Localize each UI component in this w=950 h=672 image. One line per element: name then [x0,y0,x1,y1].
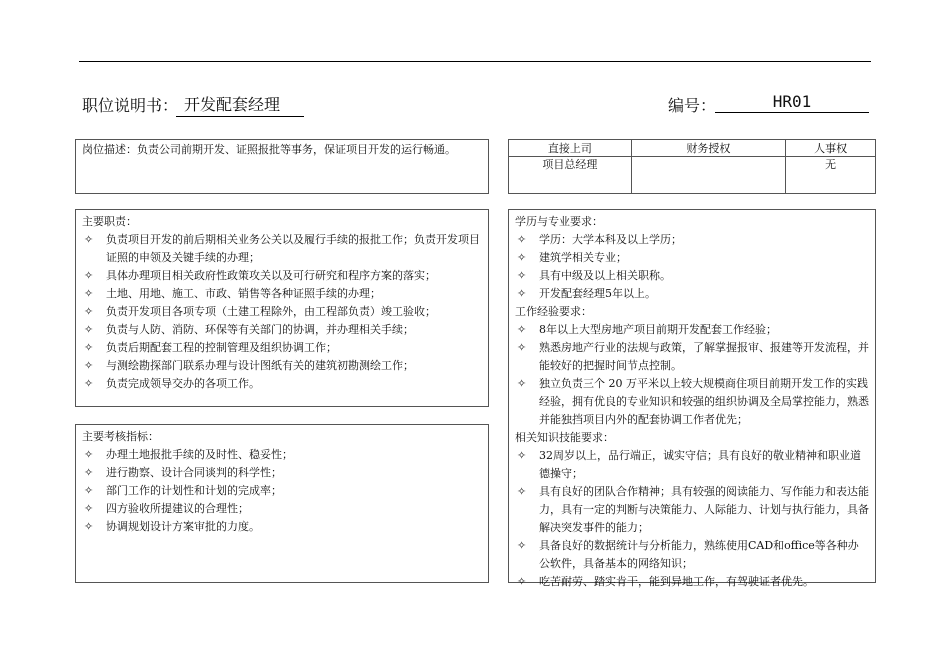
kpi-item-text: 四方验收所提建议的合理性； [106,502,249,515]
experience-item [515,339,869,375]
authority-header-personnel: 人事权 [786,140,876,157]
duty-item [82,321,482,339]
kpi-item-text: 办理土地报批手续的及时性、稳妥性； [106,448,293,461]
position-code: HR01 [715,92,869,113]
kpi-item-text: 协调规划设计方案审批的力度。 [106,520,260,533]
diamond-bullet-icon: ✧ [517,269,527,282]
duty-item [82,357,482,375]
kpi-item [82,446,482,464]
duty-item [82,339,482,357]
experience-heading: 工作经验要求： [515,305,592,318]
skills-list [515,447,869,591]
duty-item-text: 负责项目开发的前后期相关业务公关以及履行手续的报批工作；负责开发项目证照的申领及关键手续的办理； [106,233,480,264]
diamond-bullet-icon: ✧ [84,233,94,246]
authority-header-superior: 直接上司 [509,140,632,157]
education-item-text: 建筑学相关专业； [539,251,627,264]
skill-item-text: 32周岁以上，品行端正，诚实守信；具有良好的敬业精神和职业道德操守； [539,449,861,480]
diamond-bullet-icon: ✧ [84,520,94,533]
education-item [515,231,869,249]
experience-item-text: 熟悉房地产行业的法规与政策，了解掌握报审、报建等开发流程，并能较好的把握时间节点控制。 [539,341,869,372]
authority-table-box [508,139,876,194]
code-label: 编号： [668,96,717,115]
diamond-bullet-icon: ✧ [517,341,527,354]
diamond-bullet-icon: ✧ [517,485,527,498]
diamond-bullet-icon: ✧ [517,575,527,588]
diamond-bullet-icon: ✧ [84,448,94,461]
duty-item [82,375,482,393]
duties-box [75,209,489,407]
kpi-list [82,446,482,536]
education-item-text: 开发配套经理5年以上。 [539,287,656,300]
description-text: 岗位描述：负责公司前期开发、证照报批等事务，保证项目开发的运行畅通。 [82,143,456,156]
education-item [515,267,869,285]
duty-item-text: 具体办理项目相关政府性政策攻关以及可行研究和程序方案的落实； [106,269,436,282]
duty-item-text: 负责开发项目各项专项（土建工程除外，由工程部负责）竣工验收； [106,305,436,318]
diamond-bullet-icon: ✧ [84,341,94,354]
duty-item [82,267,482,285]
authority-value-superior: 项目总经理 [509,157,632,194]
skill-item-text: 具有良好的团队合作精神；具有较强的阅读能力、写作能力和表达能力，具有一定的判断与决策能力、人际能力、计划与执行能力，具备解决突发事件的能力； [539,485,869,534]
diamond-bullet-icon: ✧ [84,359,94,372]
skill-item-text: 吃苦耐劳、踏实肯干，能到异地工作，有驾驶证者优先。 [539,575,814,588]
diamond-bullet-icon: ✧ [517,233,527,246]
title-label: 职位说明书： [82,96,179,115]
experience-item-text: 8年以上大型房地产项目前期开发配套工作经验； [539,323,777,336]
kpi-item [82,518,482,536]
education-item-text: 具有中级及以上相关职称。 [539,269,671,282]
kpi-box [75,424,489,583]
diamond-bullet-icon: ✧ [84,287,94,300]
description-box [75,139,489,194]
authority-table [508,139,876,194]
diamond-bullet-icon: ✧ [84,466,94,479]
skills-heading: 相关知识技能要求： [515,431,614,444]
skill-item [515,573,869,591]
diamond-bullet-icon: ✧ [84,269,94,282]
duty-item-text: 负责完成领导交办的各项工作。 [106,377,260,390]
kpi-item [82,464,482,482]
duties-heading: 主要职责： [82,215,137,228]
diamond-bullet-icon: ✧ [84,484,94,497]
education-item [515,249,869,267]
education-heading: 学历与专业要求： [515,215,603,228]
experience-list [515,321,869,429]
duty-item [82,231,482,267]
authority-value-personnel: 无 [786,157,876,194]
authority-header-finance: 财务授权 [631,140,786,157]
skill-item [515,537,869,573]
diamond-bullet-icon: ✧ [517,449,527,462]
experience-item [515,321,869,339]
diamond-bullet-icon: ✧ [517,287,527,300]
diamond-bullet-icon: ✧ [84,305,94,318]
diamond-bullet-icon: ✧ [517,539,527,552]
education-item [515,285,869,303]
diamond-bullet-icon: ✧ [84,377,94,390]
kpi-item-text: 进行勘察、设计合同谈判的科学性； [106,466,282,479]
diamond-bullet-icon: ✧ [84,502,94,515]
diamond-bullet-icon: ✧ [517,323,527,336]
diamond-bullet-icon: ✧ [517,377,527,390]
duty-item-text: 土地、用地、施工、市政、销售等各种证照手续的办理； [106,287,381,300]
skill-item [515,483,869,537]
experience-item [515,375,869,429]
duty-item-text: 负责与人防、消防、环保等有关部门的协调，并办理相关手续； [106,323,414,336]
kpi-item [82,500,482,518]
duty-item [82,285,482,303]
skill-item [515,447,869,483]
authority-value-finance [631,157,786,194]
kpi-item-text: 部门工作的计划性和计划的完成率； [106,484,282,497]
duties-list [82,231,482,393]
position-title: 开发配套经理 [176,92,304,117]
kpi-item [82,482,482,500]
duty-item-text: 负责后期配套工程的控制管理及组织协调工作； [106,341,337,354]
experience-item-text: 独立负责三个 20 万平米以上较大规模商住项目前期开发工作的实践经验，拥有优良的专业知识和较强的组织协调及全局掌控能力，熟悉并能独挡项目内外的配套协调工作者优先； [539,377,869,426]
top-rule [79,61,871,62]
duty-item [82,303,482,321]
requirements-box [508,209,876,588]
diamond-bullet-icon: ✧ [84,323,94,336]
duty-item-text: 与测绘勘探部门联系办理与设计图纸有关的建筑初勘测绘工作； [106,359,414,372]
education-item-text: 学历：大学本科及以上学历； [539,233,682,246]
skill-item-text: 具备良好的数据统计与分析能力，熟练使用CAD和office等各种办公软件，具备基本的网络知识； [539,539,859,570]
kpi-heading: 主要考核指标： [82,430,159,443]
education-list [515,231,869,303]
diamond-bullet-icon: ✧ [517,251,527,264]
